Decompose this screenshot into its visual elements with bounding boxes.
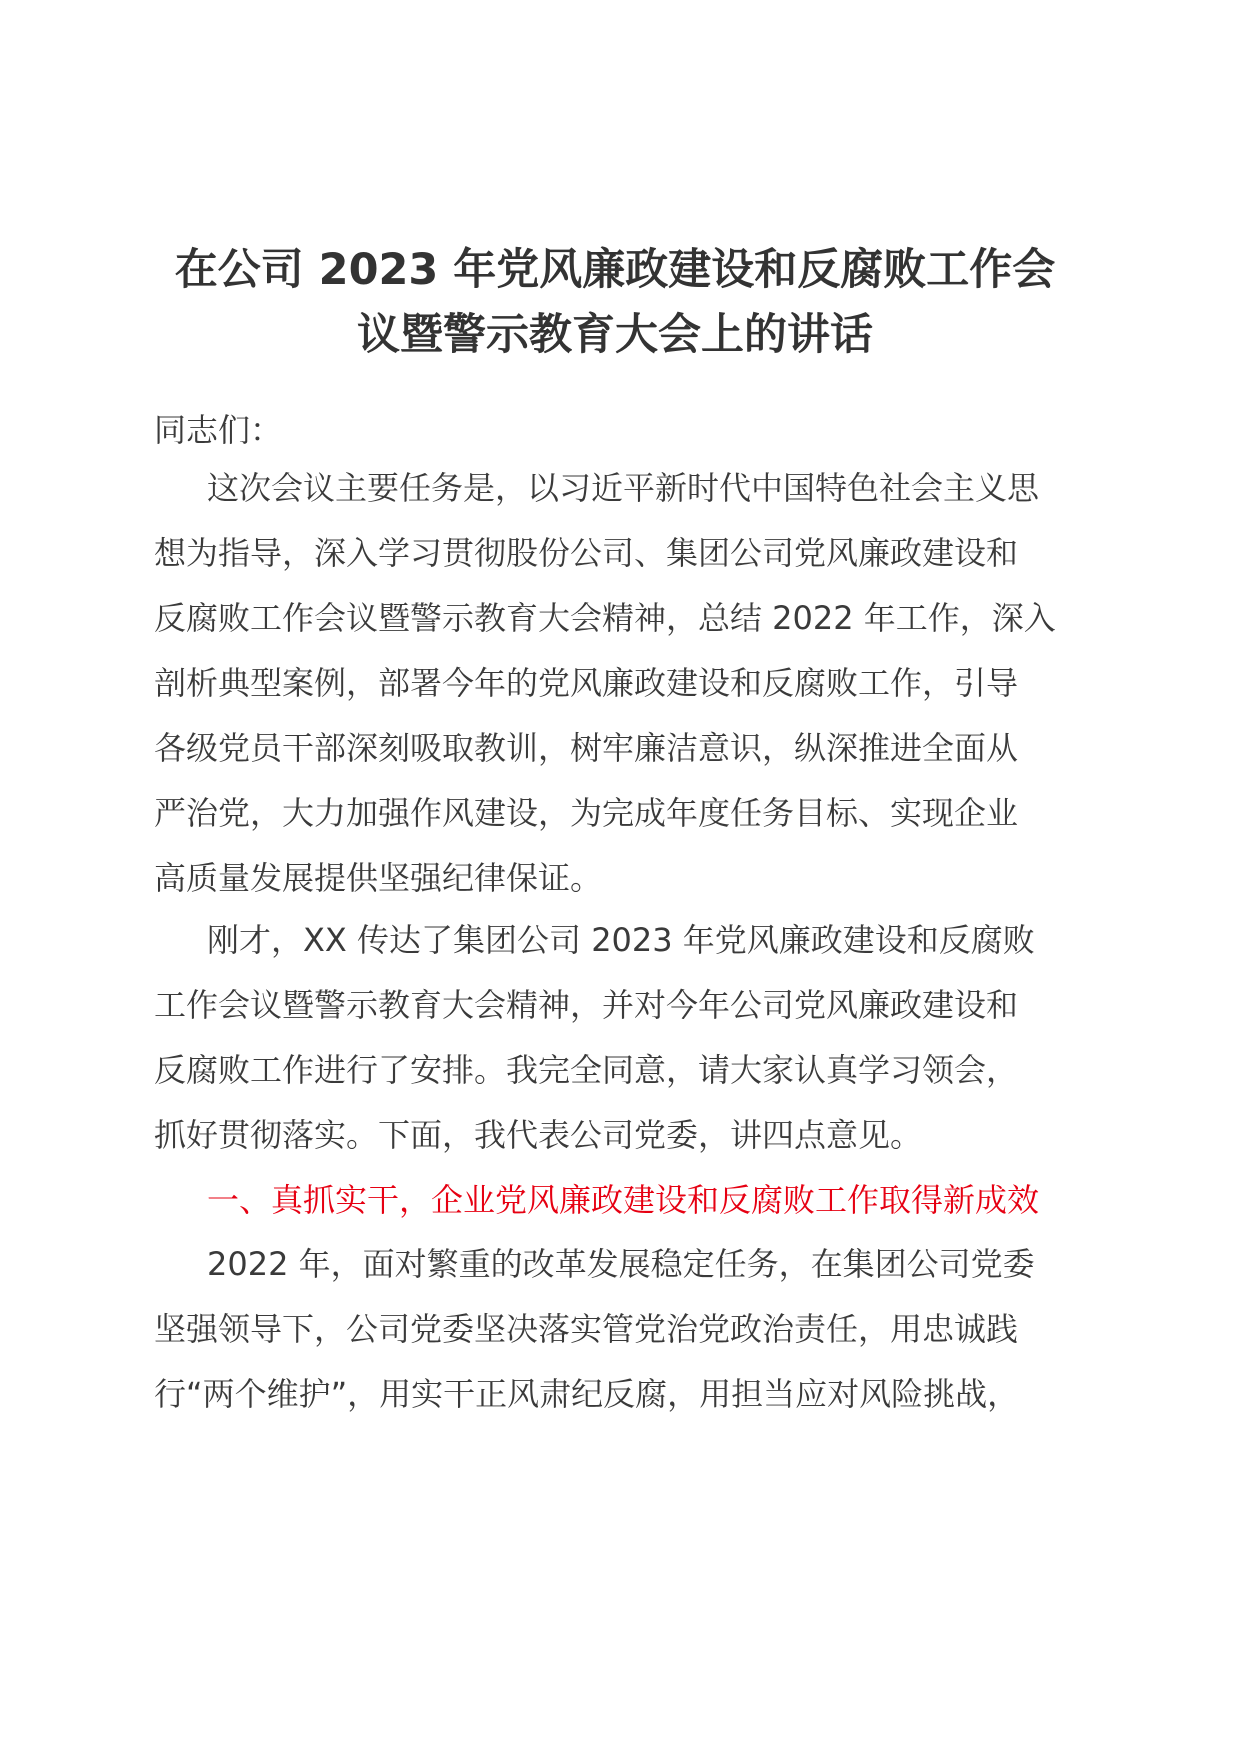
salutation — [154, 398, 1094, 463]
paragraph-line: 想为指导，深入学习贯彻股份公司、集团公司党风廉政建设和 — [154, 534, 1019, 572]
paragraph-line: 工作会议暨警示教育大会精神，并对今年公司党风廉政建设和 — [154, 986, 1019, 1024]
paragraph-line: 各级党员干部深刻吸取教训，树牢廉洁意识，纵深推进全面从 — [154, 729, 1019, 767]
paragraph-1 — [154, 456, 1094, 911]
title-line: 在公司 2023 年党风廉政建设和反腐败工作会 — [174, 245, 1056, 295]
paragraph-line: 严治党，大力加强作风建设，为完成年度任务目标、实现企业 — [154, 794, 1019, 832]
paragraph-line: 反腐败工作会议暨警示教育大会精神，总结 2022 年工作，深入 — [154, 599, 1056, 637]
paragraph-line: 抓好贯彻落实。下面，我代表公司党委，讲四点意见。 — [154, 1116, 923, 1154]
section-heading-text: 一、真抓实干，企业党风廉政建设和反腐败工作取得新成效 — [207, 1181, 1040, 1219]
paragraph-2 — [154, 908, 1094, 1168]
salutation-text: 同志们： — [154, 411, 283, 449]
paragraph-3 — [154, 1232, 1094, 1427]
paragraph-line: 剖析典型案例，部署今年的党风廉政建设和反腐败工作，引导 — [154, 664, 1019, 702]
paragraph-line: 反腐败工作进行了安排。我完全同意，请大家认真学习领会， — [154, 1051, 1019, 1089]
document-title — [150, 238, 1080, 368]
paragraph-line: 刚才，XX 传达了集团公司 2023 年党风廉政建设和反腐败 — [207, 921, 1035, 959]
paragraph-line: 这次会议主要任务是，以习近平新时代中国特色社会主义思 — [207, 469, 1040, 507]
paragraph-line: 2022 年，面对繁重的改革发展稳定任务，在集团公司党委 — [207, 1245, 1035, 1283]
paragraph-line: 坚强领导下，公司党委坚决落实管党治党政治责任，用忠诚践 — [154, 1310, 1019, 1348]
paragraph-line: 高质量发展提供坚强纪律保证。 — [154, 859, 603, 897]
section-heading-1 — [154, 1168, 1094, 1233]
title-line: 议暨警示教育大会上的讲话 — [357, 310, 873, 360]
paragraph-line: 行“两个维护”，用实干正风肃纪反腐，用担当应对风险挑战， — [154, 1375, 1020, 1413]
